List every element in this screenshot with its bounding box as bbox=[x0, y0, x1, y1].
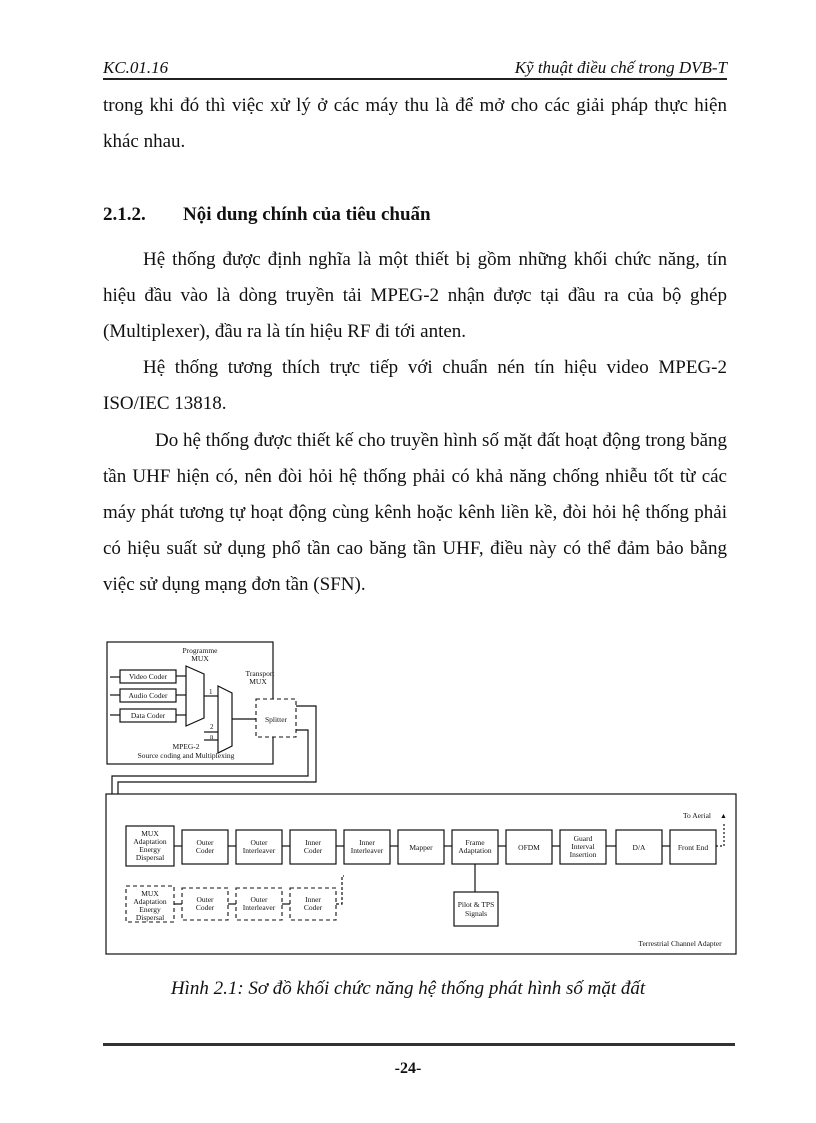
port-label-2: 2 bbox=[210, 723, 214, 731]
page-number: -24- bbox=[394, 1060, 422, 1077]
frame-adaptation-line2: Adaptation bbox=[458, 846, 492, 855]
figure-caption: Hình 2.1: Sơ đồ khối chức năng hệ thống phát hình số mặt đất bbox=[170, 978, 646, 999]
mux-adaptation-2-line4: Dispersal bbox=[135, 913, 165, 922]
outer-interleaver-line1: Outer bbox=[250, 838, 268, 847]
section-heading bbox=[103, 204, 431, 226]
header-rule bbox=[103, 78, 727, 80]
outer-interleaver-2-line2: Interleaver bbox=[242, 903, 276, 912]
audio-coder-label: Audio Coder bbox=[128, 691, 168, 700]
transport-mux-label-2: MUX bbox=[249, 677, 267, 686]
mpeg2-sublabel: Source coding and Multiplexing bbox=[137, 751, 235, 760]
to-aerial-label: To Aerial bbox=[682, 811, 712, 820]
section-title: Nội dung chính của tiêu chuẩn bbox=[183, 204, 431, 225]
outer-coder-line1: Outer bbox=[196, 838, 214, 847]
chapter-title: Kỹ thuật điều chế trong DVB-T bbox=[514, 58, 727, 77]
mux-adaptation-line2: Adaptation bbox=[133, 837, 167, 846]
splitter-label: Splitter bbox=[264, 715, 288, 724]
paragraph-uhf-requirements: Do hệ thống được thiết kế cho truyền hình số mặt đất hoạt động trong băng tần UHF hiện có, nên đòi hỏi hệ thống phải có khả năng chống nhiễu tốt từ các máy phát tương tự hoạt động cùng kênh hoặc kênh liền kề, đòi hỏi hệ thống phải có hiệu suất sử dụng phổ tần cao băng tần UHF, điều này có thể đảm bảo bằng việc sử dụng mạng đơn tần (SFN). bbox=[103, 430, 727, 595]
outer-coder-line2: Coder bbox=[195, 846, 215, 855]
paragraph-mpeg2-compat: Hệ thống tương thích trực tiếp với chuẩn nén tín hiệu video MPEG-2 ISO/IEC 13818. bbox=[103, 357, 727, 414]
pilot-line2: Signals bbox=[464, 909, 488, 918]
port-label-n: n bbox=[210, 733, 214, 741]
mux-adaptation-2-line3: Energy bbox=[139, 905, 161, 914]
inner-coder-2-line2: Coder bbox=[303, 903, 323, 912]
mux-adaptation-2-line2: Adaptation bbox=[133, 897, 167, 906]
inner-coder-line2: Coder bbox=[303, 846, 323, 855]
programme-mux-label-2: MUX bbox=[191, 654, 209, 663]
mpeg2-label: MPEG-2 bbox=[172, 742, 200, 751]
data-coder-label: Data Coder bbox=[130, 711, 166, 720]
paragraph-system-definition: Hệ thống được định nghĩa là một thiết bị gồm những khối chức năng, tín hiệu đầu vào là dòng truyền tải MPEG-2 nhận được tại đầu ra của bộ ghép (Multiplexer), đầu ra là tín hiệu RF đi tới anten. bbox=[103, 249, 727, 342]
front-end-label: Front End bbox=[677, 843, 709, 852]
mapper-label: Mapper bbox=[409, 843, 433, 852]
outer-interleaver-line2: Interleaver bbox=[242, 846, 276, 855]
inner-coder-line1: Inner bbox=[305, 838, 321, 847]
footer-rule bbox=[103, 1043, 735, 1046]
outer-coder-2-line2: Coder bbox=[195, 903, 215, 912]
guard-interval-line2: Interval bbox=[571, 842, 595, 851]
guard-interval-line1: Guard bbox=[573, 834, 593, 843]
programme-mux-shape bbox=[186, 666, 204, 726]
transport-mux-shape bbox=[218, 686, 232, 753]
paragraph-continuation: trong khi đó thì việc xử lý ở các máy thu là để mở cho các giải pháp thực hiện khác nhau. bbox=[103, 95, 727, 152]
mux-adaptation-2-line1: MUX bbox=[141, 889, 159, 898]
ofdm-label: OFDM bbox=[518, 843, 540, 852]
page-header bbox=[103, 56, 727, 80]
frame-adaptation-line1: Frame bbox=[465, 838, 485, 847]
document-code: KC.01.16 bbox=[103, 58, 169, 77]
guard-interval-line3: Insertion bbox=[569, 850, 597, 859]
pilot-line1: Pilot & TPS bbox=[457, 900, 495, 909]
inner-coder-2-line1: Inner bbox=[305, 895, 321, 904]
inner-interleaver-line2: Interleaver bbox=[350, 846, 384, 855]
port-label-1: 1 bbox=[209, 688, 213, 696]
mux-adaptation-line1: MUX bbox=[141, 829, 159, 838]
aerial-icon: ▲ bbox=[720, 812, 727, 820]
transport-mux-label: Transport bbox=[245, 669, 275, 678]
terrestrial-channel-adapter-box bbox=[106, 794, 736, 954]
block-diagram bbox=[100, 636, 740, 962]
mux-adaptation-line4: Dispersal bbox=[135, 853, 165, 862]
section-number: 2.1.2. bbox=[103, 204, 146, 225]
programme-mux-label: Programme bbox=[182, 646, 218, 655]
inner-interleaver-line1: Inner bbox=[359, 838, 375, 847]
outer-interleaver-2-line1: Outer bbox=[250, 895, 268, 904]
video-coder-label: Video Coder bbox=[128, 672, 168, 681]
da-label: D/A bbox=[632, 843, 646, 852]
outer-coder-2-line1: Outer bbox=[196, 895, 214, 904]
tca-label: Terrestrial Channel Adapter bbox=[638, 939, 722, 948]
mux-adaptation-line3: Energy bbox=[139, 845, 161, 854]
